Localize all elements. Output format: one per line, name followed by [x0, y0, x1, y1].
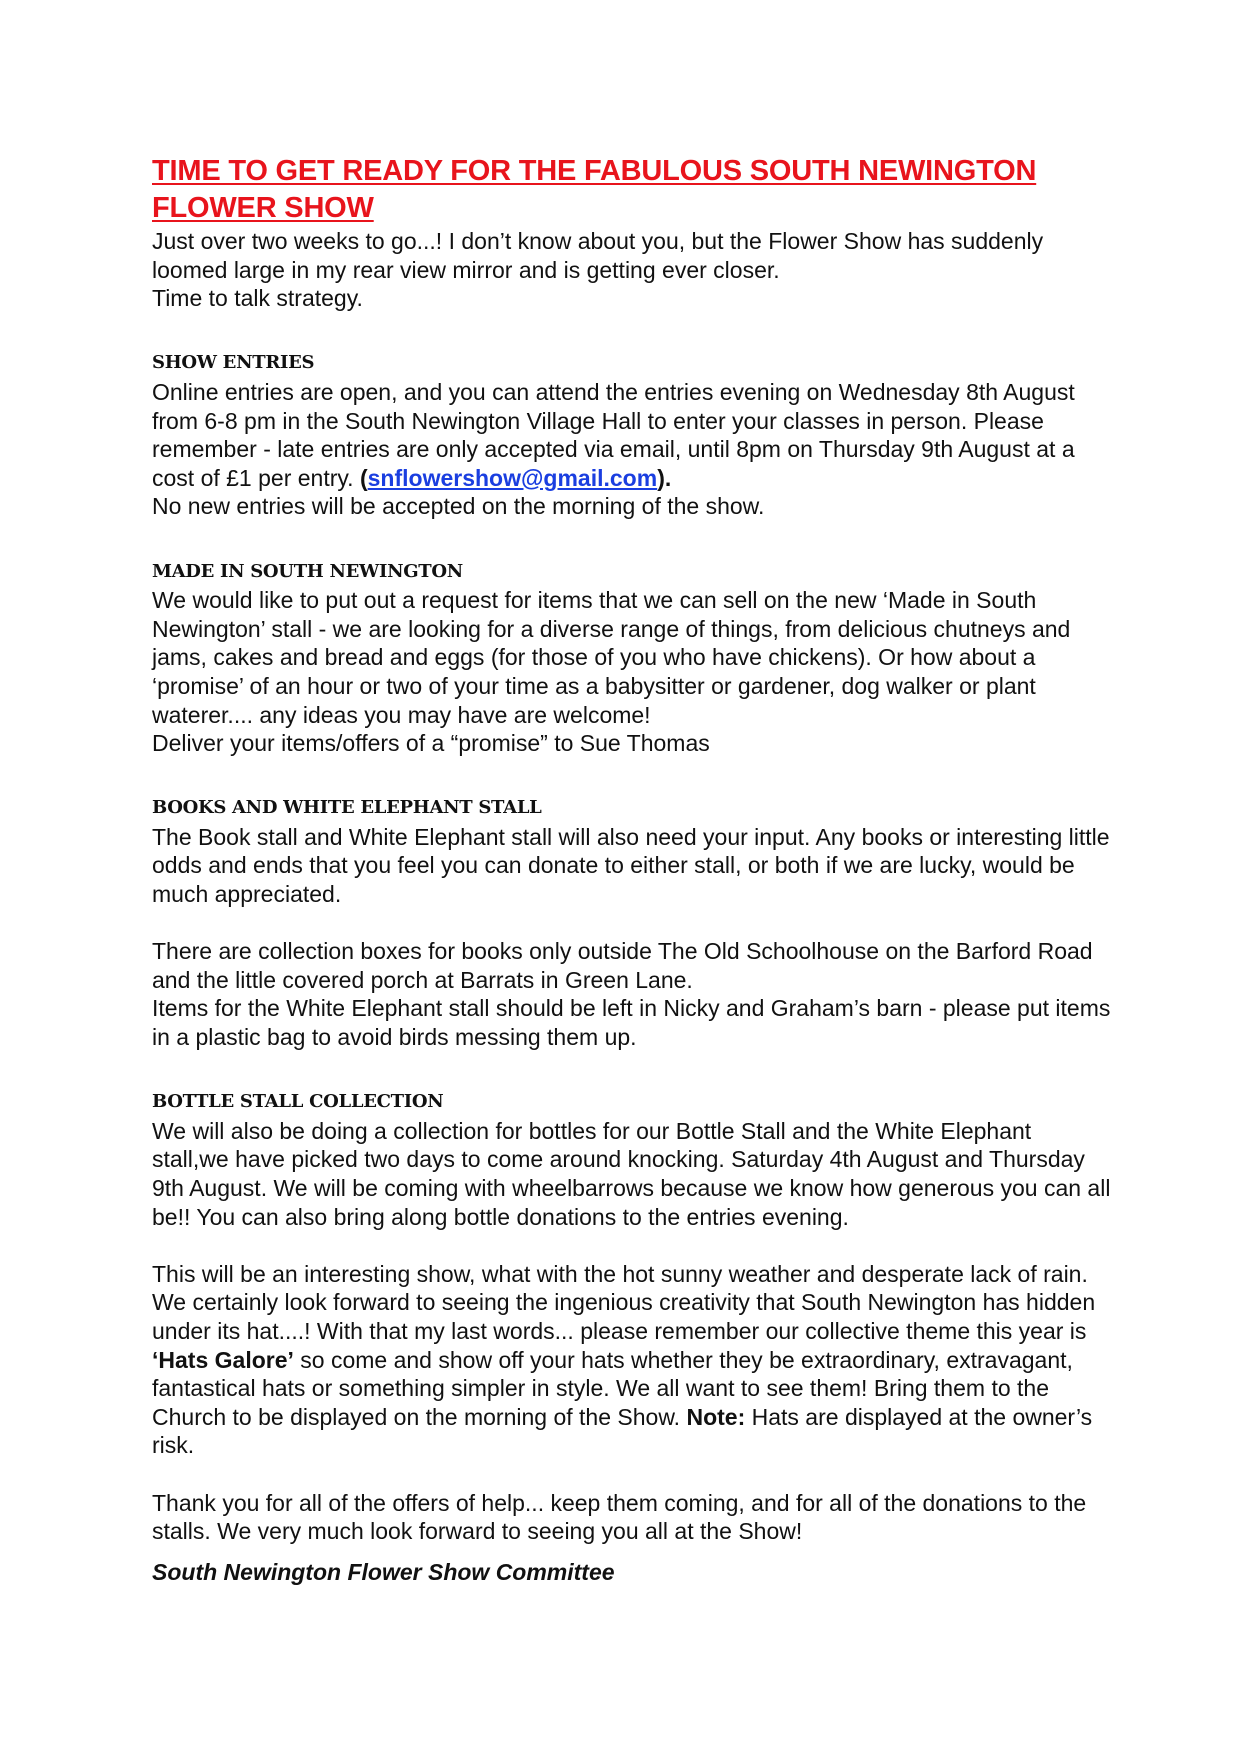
section-heading-books: BOOKS AND WHITE ELEPHANT STALL	[152, 797, 542, 819]
spacer	[152, 521, 1112, 550]
paren-close: ).	[657, 464, 672, 491]
white-elephant-paragraph: Items for the White Elephant stall should be left in Nicky and Graham’s barn - please put items in a plastic bag to avoid birds messing them up.	[152, 995, 1111, 1051]
closing-paragraph	[152, 1260, 1112, 1460]
made-in-paragraph: We would like to put out a request for items that we can sell on the new ‘Made in South Newington’ stall - we are looking for a diverse range of things, from delicious chutneys and jams, cakes and bread and eggs (for those of you who have chickens). Or how about a ‘promise’ of an hour or two of your time as a babysitter or gardener, dog walker or plant waterer.... any ideas you may have are welcome!	[152, 587, 1071, 728]
document-body	[152, 153, 1112, 1586]
show-entries-text: Online entries are open, and you can attend the entries evening on Wednesday 8th August from 6-8 pm in the South Newington Village Hall to enter your classes in person. Please remember - late entries are only accepted via email, until 8pm on Thursday 9th August at a cost of £1 per entry.	[152, 378, 1075, 491]
books-collection-paragraph: There are collection boxes for books only outside The Old Schoolhouse on the Barford Road and the little covered porch at Barrats in Green Lane.	[152, 938, 1093, 993]
section-heading-made-in: MADE IN SOUTH NEWINGTON	[152, 560, 463, 582]
email-link[interactable]: snflowershow@gmail.com	[367, 464, 658, 491]
note-label: Note:	[686, 1403, 746, 1430]
closing-text-b: so come and show off your hats whether they be extraordinary, extravagant, fantastical hats or something simpler in style. We all want to see them! Bring them to the Church to be displayed on the morning of the Show.	[152, 1346, 1073, 1430]
made-in-deliver-line: Deliver your items/offers of a “promise” to Sue Thomas	[152, 730, 710, 757]
section-heading-bottle: BOTTLE STALL COLLECTION	[152, 1091, 444, 1113]
show-entries-note: No new entries will be accepted on the morning of the show.	[152, 493, 765, 520]
spacer	[152, 758, 1112, 787]
spacer	[152, 909, 1112, 938]
thank-you-paragraph: Thank you for all of the offers of help... keep them coming, and for all of the donations to the stalls. We very much look forward to seeing you all at the Show!	[152, 1489, 1087, 1545]
closing-text-a: This will be an interesting show, what with the hot sunny weather and desperate lack of rain. We certainly look forward to seeing the ingenious creativity that South Newington has hidden under its hat....! With that my last words... please remember our collective theme this year is	[152, 1260, 1096, 1344]
section-heading-show-entries: SHOW ENTRIES	[152, 352, 315, 374]
theme-name: ‘Hats Galore’	[152, 1346, 294, 1373]
spacer	[152, 1231, 1112, 1260]
spacer	[152, 313, 1112, 342]
signature: South Newington Flower Show Committee	[152, 1558, 615, 1585]
paren-open: (	[359, 464, 368, 491]
intro-paragraph: Just over two weeks to go...! I don’t know about you, but the Flower Show has suddenly loomed large in my rear view mirror and is getting ever closer.	[152, 228, 1044, 283]
intro-strategy-line: Time to talk strategy.	[152, 285, 363, 312]
bottle-paragraph: We will also be doing a collection for bottles for our Bottle Stall and the White Elephant stall,we have picked two days to come around knocking. Saturday 4th August and Thursday 9th August. We will be coming with wheelbarrows because we know how generous you can all be!! You can also bring along bottle donations to the entries evening.	[152, 1117, 1111, 1230]
show-entries-paragraph	[152, 378, 1112, 492]
spacer	[152, 1052, 1112, 1081]
closing-text-c: Hats are displayed at the owner’s risk.	[152, 1403, 1093, 1459]
spacer	[152, 1460, 1112, 1489]
page-title: TIME TO GET READY FOR THE FABULOUS SOUTH NEWINGTON FLOWER SHOW	[152, 155, 1037, 224]
books-paragraph: The Book stall and White Elephant stall will also need your input. Any books or interesting little odds and ends that you feel you can donate to either stall, or both if we are lucky, would be much appreciated.	[152, 823, 1110, 908]
